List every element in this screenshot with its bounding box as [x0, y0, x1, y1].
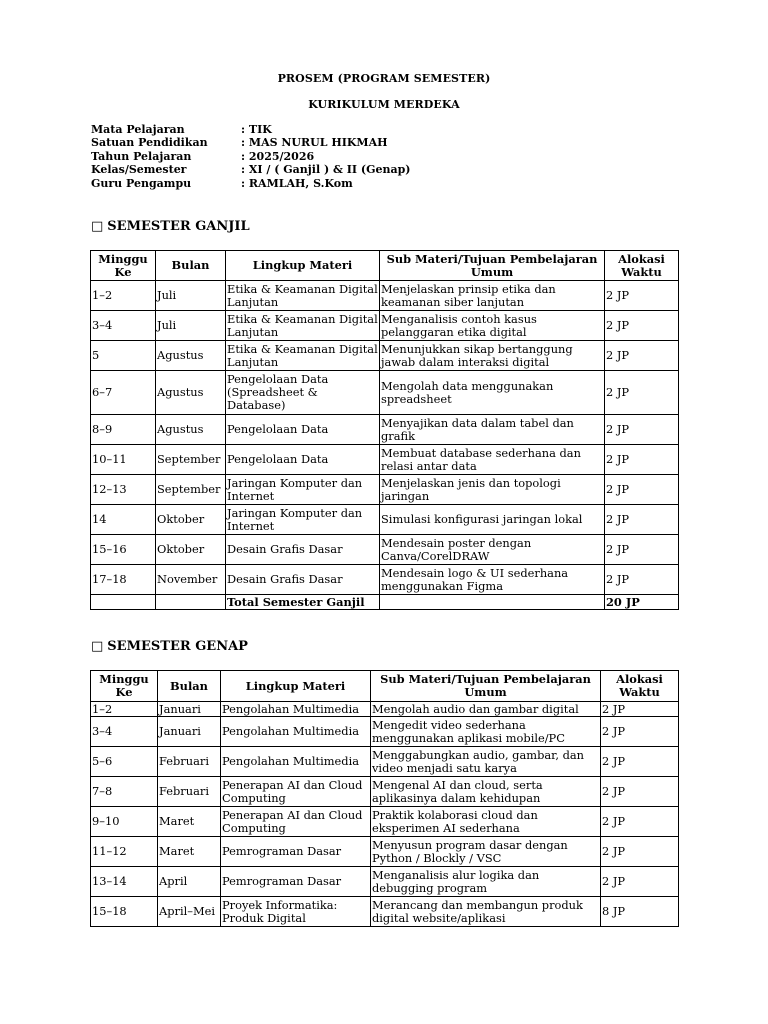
section-heading-ganjil: [91, 219, 250, 234]
cell-bulan: September: [156, 445, 226, 475]
cell-lingkup-materi: Penerapan AI dan Cloud Computing: [221, 807, 371, 837]
cell-alokasi: 2 JP: [601, 807, 679, 837]
col-header-lingkup: Lingkup Materi: [226, 251, 380, 281]
cell-bulan: Oktober: [156, 505, 226, 535]
cell-bulan: Juli: [156, 311, 226, 341]
table-semester-genap: [90, 670, 679, 927]
section-title: SEMESTER GENAP: [107, 639, 248, 654]
cell-bulan: Agustus: [156, 415, 226, 445]
info-label: Tahun Pelajaran: [91, 149, 192, 163]
cell-minggu: 17–18: [91, 565, 156, 595]
cell-bulan: Januari: [158, 717, 221, 747]
cell-minggu: 6–7: [91, 371, 156, 415]
cell-bulan: September: [156, 475, 226, 505]
cell-sub-materi: Mengenal AI dan cloud, serta aplikasinya dalam kehidupan: [371, 777, 601, 807]
cell-bulan: Agustus: [156, 371, 226, 415]
box-icon: □: [91, 219, 104, 234]
cell-sub-materi: Mengolah audio dan gambar digital: [371, 702, 601, 717]
cell-alokasi: 2 JP: [601, 777, 679, 807]
cell-bulan: Februari: [158, 747, 221, 777]
cell-sub-materi: Menyajikan data dalam tabel dan grafik: [380, 415, 605, 445]
info-row: [91, 150, 411, 163]
table-row: [91, 535, 679, 565]
table-row: [91, 475, 679, 505]
info-value: : RAMLAH, S.Kom: [241, 176, 353, 190]
col-header-minggu: Minggu Ke: [91, 251, 156, 281]
cell-sub-materi: Menjelaskan prinsip etika dan keamanan siber lanjutan: [380, 281, 605, 311]
cell-lingkup-materi: Pengelolaan Data: [226, 445, 380, 475]
cell-bulan: Februari: [158, 777, 221, 807]
cell-minggu: 13–14: [91, 867, 158, 897]
empty-cell: [91, 595, 156, 610]
cell-lingkup-materi: Pengelolaan Data (Spreadsheet & Database): [226, 371, 380, 415]
document-title: PROSEM (PROGRAM SEMESTER): [277, 72, 491, 85]
table-row: [91, 371, 679, 415]
cell-bulan: November: [156, 565, 226, 595]
cell-bulan: Maret: [158, 807, 221, 837]
cell-alokasi: 2 JP: [605, 341, 679, 371]
table-row: [91, 867, 679, 897]
cell-alokasi: 2 JP: [601, 717, 679, 747]
cell-minggu: 9–10: [91, 807, 158, 837]
info-label: Kelas/Semester: [91, 163, 187, 177]
cell-alokasi: 2 JP: [605, 505, 679, 535]
cell-lingkup-materi: Desain Grafis Dasar: [226, 565, 380, 595]
cell-alokasi: 2 JP: [601, 837, 679, 867]
cell-minggu: 1–2: [91, 702, 158, 717]
cell-sub-materi: Praktik kolaborasi cloud dan eksperimen AI sederhana: [371, 807, 601, 837]
cell-minggu: 8–9: [91, 415, 156, 445]
info-label: Satuan Pendidikan: [91, 136, 208, 150]
cell-alokasi: 2 JP: [605, 475, 679, 505]
table-row: [91, 837, 679, 867]
info-value: : MAS NURUL HIKMAH: [241, 136, 388, 150]
cell-lingkup-materi: Penerapan AI dan Cloud Computing: [221, 777, 371, 807]
box-icon: □: [91, 639, 104, 654]
cell-alokasi: 2 JP: [601, 747, 679, 777]
info-label: Guru Pengampu: [91, 176, 192, 190]
table-row: [91, 565, 679, 595]
col-header-lingkup: Lingkup Materi: [221, 671, 371, 702]
cell-sub-materi: Mengedit video sederhana menggunakan aplikasi mobile/PC: [371, 717, 601, 747]
cell-minggu: 15–16: [91, 535, 156, 565]
info-row: [91, 123, 411, 136]
cell-sub-materi: Menjelaskan jenis dan topologi jaringan: [380, 475, 605, 505]
col-header-sub-materi: Sub Materi/Tujuan Pembelajaran Umum: [380, 251, 605, 281]
cell-minggu: 15–18: [91, 897, 158, 927]
cell-lingkup-materi: Pengolahan Multimedia: [221, 747, 371, 777]
cell-alokasi: 2 JP: [601, 702, 679, 717]
cell-lingkup-materi: Jaringan Komputer dan Internet: [226, 475, 380, 505]
cell-alokasi: 2 JP: [605, 565, 679, 595]
empty-cell: [156, 595, 226, 610]
table-row: [91, 747, 679, 777]
cell-minggu: 3–4: [91, 717, 158, 747]
cell-minggu: 11–12: [91, 837, 158, 867]
cell-sub-materi: Menganalisis alur logika dan debugging program: [371, 867, 601, 897]
cell-alokasi: 2 JP: [605, 415, 679, 445]
cell-sub-materi: Simulasi konfigurasi jaringan lokal: [380, 505, 605, 535]
col-header-alokasi: Alokasi Waktu: [605, 251, 679, 281]
table-row: [91, 807, 679, 837]
cell-alokasi: 2 JP: [605, 281, 679, 311]
cell-lingkup-materi: Pengelolaan Data: [226, 415, 380, 445]
cell-minggu: 1–2: [91, 281, 156, 311]
table-row: [91, 897, 679, 927]
cell-lingkup-materi: Proyek Informatika: Produk Digital: [221, 897, 371, 927]
col-header-bulan: Bulan: [158, 671, 221, 702]
table-row: [91, 505, 679, 535]
cell-alokasi: 2 JP: [605, 535, 679, 565]
info-block: [91, 123, 411, 190]
info-row: [91, 163, 411, 176]
cell-bulan: Oktober: [156, 535, 226, 565]
cell-lingkup-materi: Pemrograman Dasar: [221, 837, 371, 867]
cell-alokasi: 2 JP: [605, 445, 679, 475]
empty-cell: [380, 595, 605, 610]
cell-bulan: Januari: [158, 702, 221, 717]
table-header-row: [91, 251, 679, 281]
cell-minggu: 12–13: [91, 475, 156, 505]
table-row: [91, 341, 679, 371]
cell-alokasi: 2 JP: [605, 371, 679, 415]
info-value: : 2025/2026: [241, 149, 315, 163]
table-row: [91, 445, 679, 475]
col-header-bulan: Bulan: [156, 251, 226, 281]
cell-minggu: 10–11: [91, 445, 156, 475]
table-semester-ganjil: [90, 250, 679, 610]
cell-minggu: 5: [91, 341, 156, 371]
cell-lingkup-materi: Pemrograman Dasar: [221, 867, 371, 897]
cell-minggu: 5–6: [91, 747, 158, 777]
cell-sub-materi: Menggabungkan audio, gambar, dan video menjadi satu karya: [371, 747, 601, 777]
cell-lingkup-materi: Etika & Keamanan Digital Lanjutan: [227, 281, 378, 309]
table-total-row: [91, 595, 679, 610]
cell-minggu: 14: [91, 505, 156, 535]
col-header-minggu: Minggu Ke: [91, 671, 158, 702]
section-heading-genap: [91, 639, 248, 654]
info-row: [91, 136, 411, 149]
table-row: [91, 702, 679, 717]
cell-lingkup-materi: Pengolahan Multimedia: [221, 717, 371, 747]
table-row: [91, 311, 679, 341]
info-value: : TIK: [241, 123, 272, 136]
cell-sub-materi: Mengolah data menggunakan spreadsheet: [380, 371, 605, 415]
cell-sub-materi: Menyusun program dasar dengan Python / Blockly / VSC: [371, 837, 601, 867]
cell-sub-materi: Membuat database sederhana dan relasi antar data: [380, 445, 605, 475]
col-header-alokasi: Alokasi Waktu: [601, 671, 679, 702]
info-row: [91, 177, 411, 190]
total-value: 20 JP: [605, 595, 679, 610]
cell-lingkup-materi: Pengolahan Multimedia: [221, 702, 371, 717]
cell-lingkup-materi: Jaringan Komputer dan Internet: [226, 505, 380, 535]
total-label: Total Semester Ganjil: [226, 595, 380, 610]
table-row: [91, 415, 679, 445]
cell-sub-materi: Menunjukkan sikap bertanggung jawab dalam interaksi digital: [380, 341, 605, 371]
cell-bulan: April: [158, 867, 221, 897]
cell-bulan: Juli: [156, 281, 226, 311]
section-title: SEMESTER GANJIL: [107, 219, 250, 234]
cell-sub-materi: Merancang dan membangun produk digital website/aplikasi: [371, 897, 601, 927]
cell-bulan: Maret: [158, 837, 221, 867]
table-row: [91, 717, 679, 747]
col-header-sub-materi: Sub Materi/Tujuan Pembelajaran Umum: [371, 671, 601, 702]
info-value: : XI / ( Ganjil ) & II (Genap): [241, 163, 411, 177]
cell-sub-materi: Mendesain logo & UI sederhana menggunakan Figma: [380, 565, 605, 595]
cell-alokasi: 2 JP: [605, 311, 679, 341]
cell-sub-materi: Mendesain poster dengan Canva/CorelDRAW: [380, 535, 605, 565]
cell-sub-materi: Menganalisis contoh kasus pelanggaran etika digital: [380, 311, 605, 341]
table-header-row: [91, 671, 679, 702]
table-row: [91, 777, 679, 807]
cell-lingkup-materi: Desain Grafis Dasar: [226, 535, 380, 565]
cell-minggu: 7–8: [91, 777, 158, 807]
cell-bulan: April–Mei: [158, 897, 221, 927]
cell-lingkup-materi: Etika & Keamanan Digital Lanjutan: [227, 341, 378, 369]
cell-minggu: 3–4: [91, 311, 156, 341]
cell-lingkup-materi: Etika & Keamanan Digital Lanjutan: [227, 311, 378, 339]
cell-alokasi: 2 JP: [601, 867, 679, 897]
document-subtitle: KURIKULUM MERDEKA: [308, 98, 460, 111]
table-row: [91, 281, 679, 311]
cell-alokasi: 8 JP: [601, 897, 679, 927]
info-label: Mata Pelajaran: [91, 123, 185, 136]
cell-bulan: Agustus: [156, 341, 226, 371]
